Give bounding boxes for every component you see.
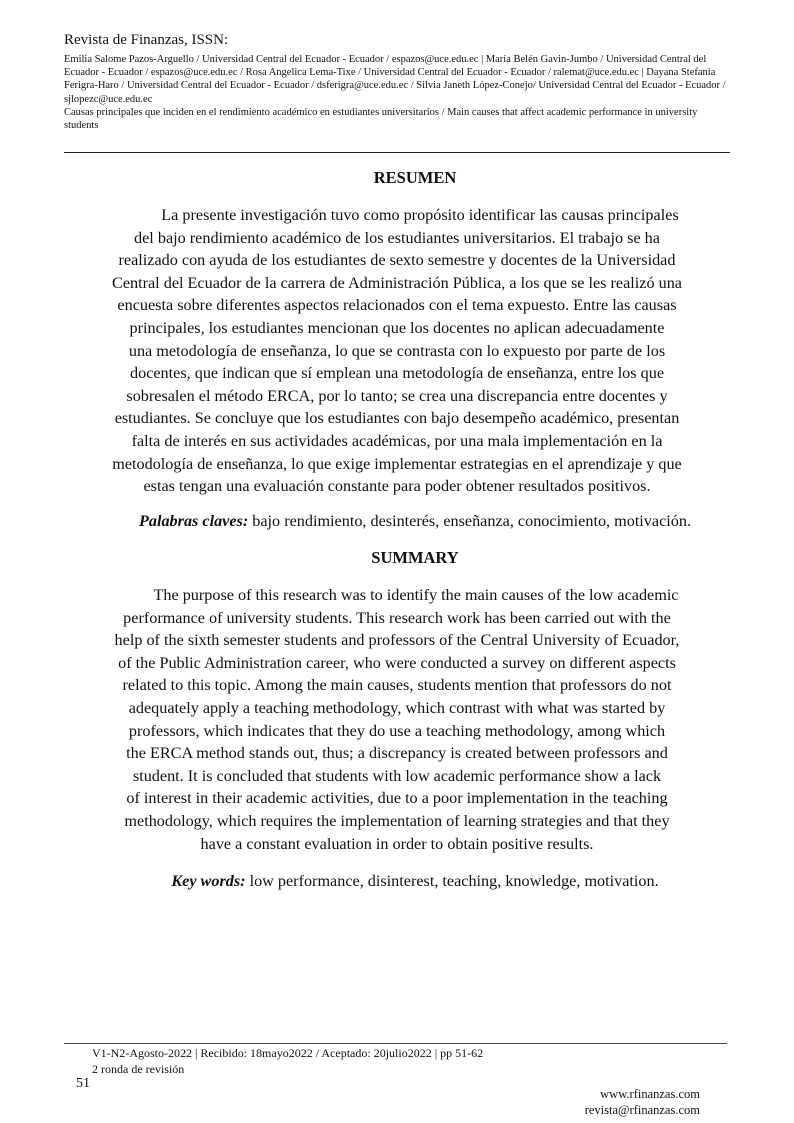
abstract-line: methodology, which requires the implementation of learning strategies and that they [124, 811, 670, 830]
abstract-line: have a constant evaluation in order to obtain positive results. [200, 834, 594, 853]
abstract-line: estas tengan una evaluación constante para poder obtener resultados positivos. [143, 477, 651, 496]
review-round: 2 ronda de revisión [92, 1062, 185, 1076]
journal-website: www.rfinanzas.com [600, 1087, 700, 1101]
header-rule [64, 152, 730, 153]
abstract-line: adequately apply a teaching methodology, which contrast with what was started by [128, 698, 666, 717]
abstract-line: docentes, que indican que sí emplean una metodología de enseñanza, entre los que [130, 364, 664, 383]
abstract-line: related to this topic. Among the main causes, students mention that professors do not [122, 676, 672, 695]
abstract-line: realizado con ayuda de los estudiantes de sexto semestre y docentes de la Universidad [118, 251, 676, 270]
summary-abstract [64, 584, 730, 855]
abstract-line: professors, which indicates that they do use a teaching methodology, among which [128, 721, 666, 740]
abstract-line: principales, los estudiantes mencionan que los docentes no aplican adecuadamente [129, 318, 665, 337]
resumen-keywords [64, 510, 766, 532]
running-header [64, 30, 730, 132]
article-title: Causas principales que inciden en el rendimiento académico en estudiantes universitarios / Main causes that affect academic performance in university students [64, 106, 698, 132]
abstract-line: La presente investigación tuvo como propósito identificar las causas principales [161, 206, 679, 224]
page-number: 51 [76, 1076, 90, 1091]
resumen-abstract [64, 204, 730, 498]
abstract-line: sobresalen el método ERCA, por lo tanto; se crea una discrepancia entre docentes y [126, 386, 668, 405]
author-affiliations: Emilia Salome Pazos-Arguello / Universidad Central del Ecuador - Ecuador / espazos@uce.edu.ec | María Belén Gavin-Jumbo / Universidad Central del Ecuador - Ecuador / espazos@uce.edu.ec / Rosa Angelica Lema-Tixe / Universidad Central del Ecuador - Ecuador / ralemat@uce.edu.ec | Dayana Stefania Ferigra-Haro / Universidad Central del Ecuador - Ecuador / dsferigra@uce.edu.ec / Silvia Janeth López-Conejo/ Universidad Central del Ecuador - Ecuador / sjlopezc@uce.edu.ec [64, 54, 726, 105]
abstract-line: of the Public Administration career, who were conducted a survey on different aspects [118, 653, 676, 672]
keywords-list: bajo rendimiento, desinterés, enseñanza, conocimiento, motivación. [252, 512, 692, 530]
abstract-line: encuesta sobre diferentes aspectos relacionados con el tema expuesto. Entre las causas [117, 296, 677, 315]
abstract-line: del bajo rendimiento académico de los estudiantes universitarios. El trabajo se ha [134, 228, 660, 247]
summary-heading: SUMMARY [371, 548, 459, 567]
issue-info: V1-N2-Agosto-2022 | Recibido: 18mayo2022 / Aceptado: 20julio2022 | pp 51-62 [92, 1046, 484, 1060]
footer-rule [64, 1043, 727, 1044]
abstract-line: the ERCA method stands out, thus; a discrepancy is created between professors and [126, 744, 668, 763]
journal-name: Revista de Finanzas, ISSN: [64, 32, 229, 48]
abstract-line: Central del Ecuador de la carrera de Administración Pública, a los que se les realizó una [112, 273, 682, 292]
keywords-label: Palabras claves: [138, 512, 249, 530]
keywords-list: low performance, disinterest, teaching, knowledge, motivation. [249, 872, 659, 890]
summary-keywords [64, 870, 766, 892]
abstract-line: una metodología de enseñanza, lo que se contrasta con lo expuesto por parte de los [128, 341, 666, 360]
abstract-line: falta de interés en sus actividades académicas, por una mala implementación en la [131, 431, 663, 450]
abstract-line: of interest in their academic activities, due to a poor implementation in the teaching [126, 789, 668, 808]
journal-email: revista@rfinanzas.com [584, 1103, 700, 1117]
abstract-line: help of the sixth semester students and professors of the Central University of Ecuador, [114, 631, 680, 650]
resumen-heading: RESUMEN [373, 168, 457, 187]
keywords-label: Key words: [171, 872, 246, 890]
abstract-line: student. It is concluded that students with low academic performance show a lack [132, 766, 662, 785]
abstract-line: metodología de enseñanza, lo que exige implementar estrategias en el aprendizaje y que [112, 454, 682, 473]
abstract-line: performance of university students. This research work has been carried out with the [123, 608, 671, 627]
abstract-line: estudiantes. Se concluye que los estudiantes con bajo desempeño académico, presentan [114, 409, 680, 428]
abstract-line: The purpose of this research was to identify the main causes of the low academic [153, 586, 679, 604]
